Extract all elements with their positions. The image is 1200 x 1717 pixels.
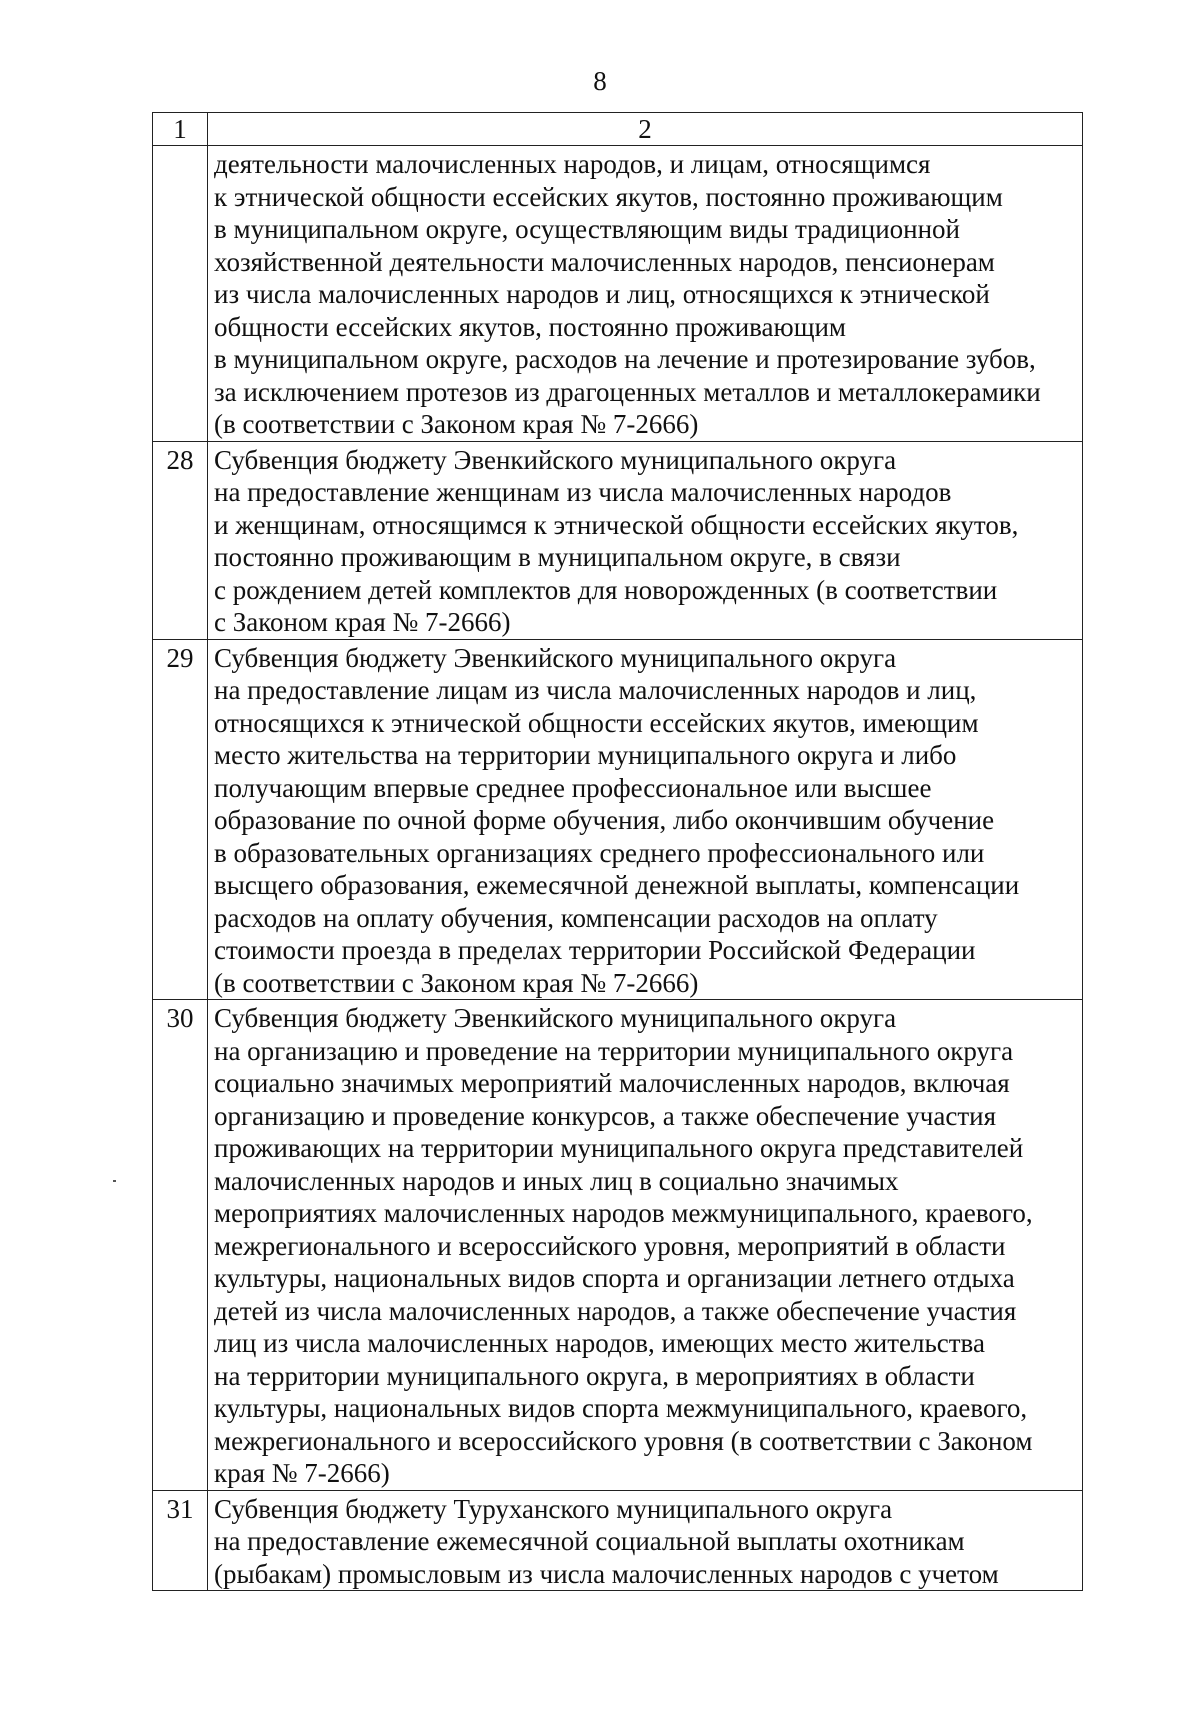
document-table bbox=[152, 112, 1083, 1591]
row-text: Субвенция бюджету Эвенкийского муниципального округа на организацию и проведение на территории муниципального округа социально значимых мероприятий малочисленных народов, включая организацию и проведение конкурсов, а также обеспечение участия проживающих на территории муниципального округа представителей малочисленных народов и иных лиц в социально значимых мероприятиях малочисленных народов межмуниципального, краевого, межрегионального и всероссийского уровня, мероприятий в области культуры, национальных видов спорта и организации летнего отдыха детей из числа малочисленных народов, а также обеспечение участия лиц из числа малочисленных народов, имеющих место жительства на территории муниципального округа, в мероприятиях в области культуры, национальных видов спорта межмуниципального, краевого, межрегионального и всероссийского уровня (в соответствии с Законом края № 7-2666) bbox=[208, 1000, 1083, 1491]
table-row bbox=[153, 639, 1083, 1000]
row-text: Субвенция бюджету Туруханского муниципального округа на предоставление ежемесячной социальной выплаты охотникам (рыбакам) промысловым из числа малочисленных народов с учетом bbox=[208, 1490, 1083, 1591]
header-col-number: 1 bbox=[153, 113, 208, 146]
header-col-description: 2 bbox=[208, 113, 1083, 146]
row-number: 28 bbox=[153, 441, 208, 639]
row-text: Субвенция бюджету Эвенкийского муниципального округа на предоставление женщинам из числа малочисленных народов и женщинам, относящимся к этнической общности ессейских якутов, постоянно проживающим в муниципальном округе, в связи с рождением детей комплектов для новорожденных (в соответствии с Законом края № 7-2666) bbox=[208, 441, 1083, 639]
row-number: 30 bbox=[153, 1000, 208, 1491]
table-row bbox=[153, 1490, 1083, 1591]
row-number bbox=[153, 146, 208, 442]
table-row bbox=[153, 1000, 1083, 1491]
row-number: 31 bbox=[153, 1490, 208, 1591]
scan-speck bbox=[113, 1180, 116, 1182]
row-text: Субвенция бюджету Эвенкийского муниципального округа на предоставление лицам из числа малочисленных народов и лиц, относящихся к этнической общности ессейских якутов, имеющим место жительства на территории муниципального округа и либо получающим впервые среднее профессиональное или высшее образование по очной форме обучения, либо окончившим обучение в образовательных организациях среднего профессионального или высщего образования, ежемесячной денежной выплаты, компенсации расходов на оплату обучения, компенсации расходов на оплату стоимости проезда в пределах территории Российской Федерации (в соответствии с Законом края № 7-2666) bbox=[208, 639, 1083, 1000]
row-number: 29 bbox=[153, 639, 208, 1000]
page-number: 8 bbox=[593, 66, 607, 96]
table-row bbox=[153, 146, 1083, 442]
table-row bbox=[153, 441, 1083, 639]
row-text: деятельности малочисленных народов, и лицам, относящимся к этнической общности ессейских якутов, постоянно проживающим в муниципальном округе, осуществляющим виды традиционной хозяйственной деятельности малочисленных народов, пенсионерам из числа малочисленных народов и лиц, относящихся к этнической общности ессейских якутов, постоянно проживающим в муниципальном округе, расходов на лечение и протезирование зубов, за исключением протезов из драгоценных металлов и металлокерамики (в соответствии с Законом края № 7-2666) bbox=[208, 146, 1083, 442]
table-header-row bbox=[153, 113, 1083, 146]
